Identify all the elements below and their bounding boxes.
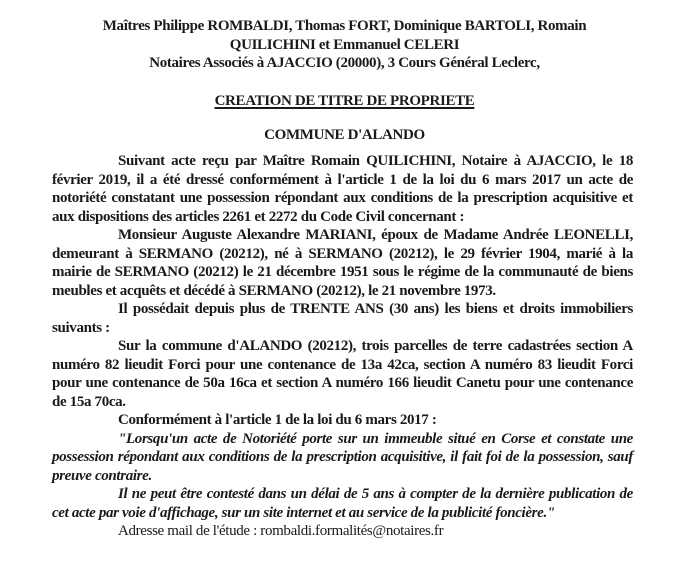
paragraph-person-details: Monsieur Auguste Alexandre MARIANI, époux de Madame Andrée LEONELLI, demeurant à SERMANO (20212), né à SERMANO (20212), le 29 février 1904, marié à la mairie de SERMANO (20212) le 21 décembre 1951 sous le régime de la communauté de biens meubles et acquêts et décédé à SERMANO (20212), le 21 novembre 1973.	[52, 227, 633, 299]
notaries-names-line-1: Maîtres Philippe ROMBALDI, Thomas FORT, Dominique BARTOLI, Romain	[102, 18, 587, 34]
paragraph-contact-email: Adresse mail de l'étude : rombaldi.formalités@notaires.fr	[118, 523, 444, 539]
paragraph-possession-duration: Il possédait depuis plus de TRENTE ANS (30 ans) les biens et droits immobiliers suivants :	[52, 301, 633, 336]
notice-body	[52, 152, 633, 541]
notice-title	[0, 92, 689, 110]
paragraph-law-quote-2: Il ne peut être contesté dans un délai de 5 ans à compter de la dernière publication de cet acte par voie d'affichage, sur un site internet et au service de la publicité foncière."	[52, 486, 633, 521]
notice-title-text: CREATION DE TITRE DE PROPRIETE	[214, 93, 475, 109]
commune-heading: COMMUNE D'ALANDO	[264, 127, 425, 143]
paragraph-deed-received: Suivant acte reçu par Maître Romain QUILICHINI, Notaire à AJACCIO, le 18 février 2019, il a été dressé conformément à l'article 1 de la loi du 6 mars 2017 un acte de notoriété constatant une possession répondant aux conditions de la prescription acquisitive et aux dispositions des articles 2261 et 2272 du Code Civil concernant :	[52, 153, 633, 225]
paragraph-parcels: Sur la commune d'ALANDO (20212), trois parcelles de terre cadastrées section A numéro 82 lieudit Forci pour une contenance de 13a 42ca, section A numéro 83 lieudit Forci pour une contenance de 50a 16ca et section A numéro 166 lieudit Canetu pour une contenance de 15a 70ca.	[52, 338, 633, 410]
paragraph-law-quote-1: "Lorsqu'un acte de Notoriété porte sur un immeuble situé en Corse et constate une possession répondant aux conditions de la prescription acquisitive, il fait foi de la possession, sauf preuve contraire.	[52, 430, 633, 484]
notaries-address-line: Notaires Associés à AJACCIO (20000), 3 Cours Général Leclerc,	[149, 55, 540, 71]
paragraph-law-reference: Conformément à l'article 1 de la loi du 6 mars 2017 :	[118, 412, 437, 428]
notaries-header	[0, 17, 689, 73]
notaries-names-line-2: QUILICHINI et Emmanuel CELERI	[229, 36, 460, 53]
